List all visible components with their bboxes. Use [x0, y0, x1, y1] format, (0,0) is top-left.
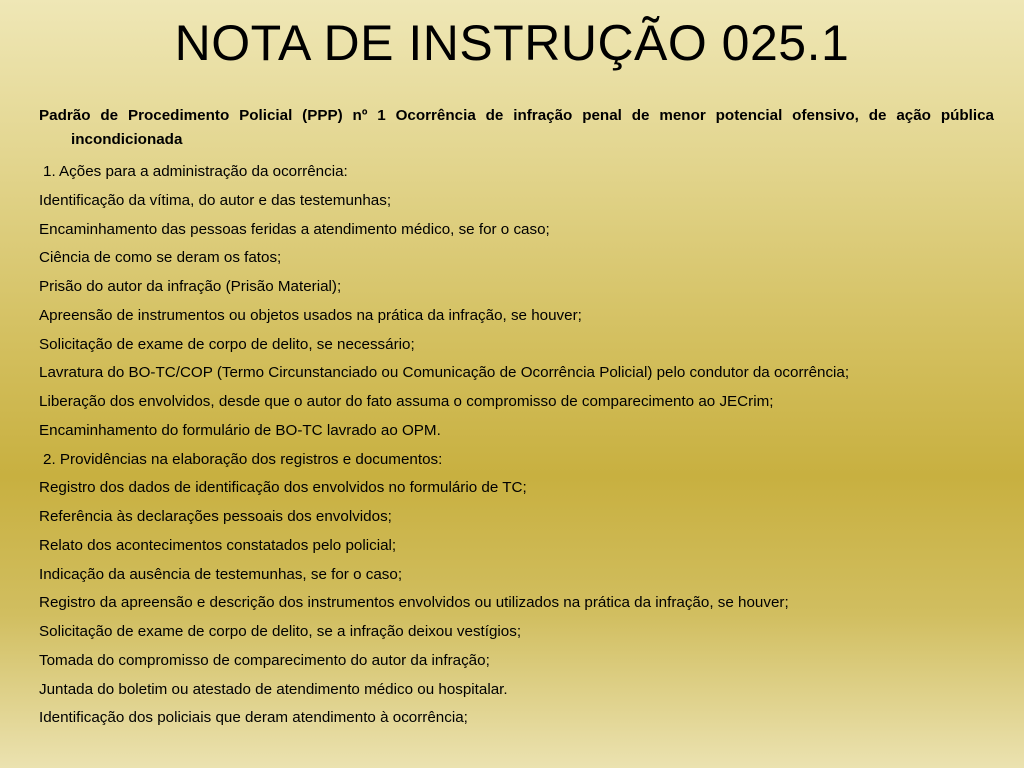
list-item: Relato dos acontecimentos constatados pelo policial; [39, 536, 397, 554]
slide-body [39, 104, 994, 733]
slide-title: NOTA DE INSTRUÇÃO 025.1 [174, 15, 850, 71]
section-heading-2: 2. Providências na elaboração dos registros e documentos: [43, 450, 443, 468]
list-item: Solicitação de exame de corpo de delito, se necessário; [39, 335, 415, 353]
list-item: Encaminhamento do formulário de BO-TC lavrado ao OPM. [39, 421, 441, 439]
list-item: Referência às declarações pessoais dos envolvidos; [39, 508, 392, 525]
list-item: Juntada do boletim ou atestado de atendimento médico ou hospitalar. [39, 680, 508, 698]
section-heading-1: 1. Ações para a administração da ocorrência: [43, 163, 348, 180]
list-item: Liberação dos envolvidos, desde que o autor do fato assuma o compromisso de comparecimento ao JECrim; [39, 393, 774, 410]
list-item: Encaminhamento das pessoas feridas a atendimento médico, se for o caso; [39, 220, 550, 238]
list-item: Ciência de como se deram os fatos; [39, 249, 282, 267]
list-item: Indicação da ausência de testemunhas, se for o caso; [39, 565, 403, 583]
list-item: Registro da apreensão e descrição dos instrumentos envolvidos ou utilizados na prática da infração, se houver; [39, 594, 789, 612]
list-item: Identificação da vítima, do autor e das testemunhas; [39, 191, 392, 209]
list-item: Apreensão de instrumentos ou objetos usados na prática da infração, se houver; [39, 306, 582, 324]
list-item: Lavratura do BO-TC/COP (Termo Circunstanciado ou Comunicação de Ocorrência Policial) pelo condutor da ocorrência; [39, 364, 850, 382]
procedure-heading: Padrão de Procedimento Policial (PPP) nº 1 Ocorrência de infração penal de menor potencial ofensivo, de ação pública incondicionada [39, 107, 994, 148]
list-item: Registro dos dados de identificação dos envolvidos no formulário de TC; [39, 479, 527, 497]
list-item: Identificação dos policiais que deram atendimento à ocorrência; [39, 709, 468, 727]
list-item: Tomada do compromisso de comparecimento do autor da infração; [39, 651, 490, 669]
list-item: Prisão do autor da infração (Prisão Material); [39, 278, 342, 295]
list-item: Solicitação de exame de corpo de delito, se a infração deixou vestígios; [39, 623, 522, 640]
